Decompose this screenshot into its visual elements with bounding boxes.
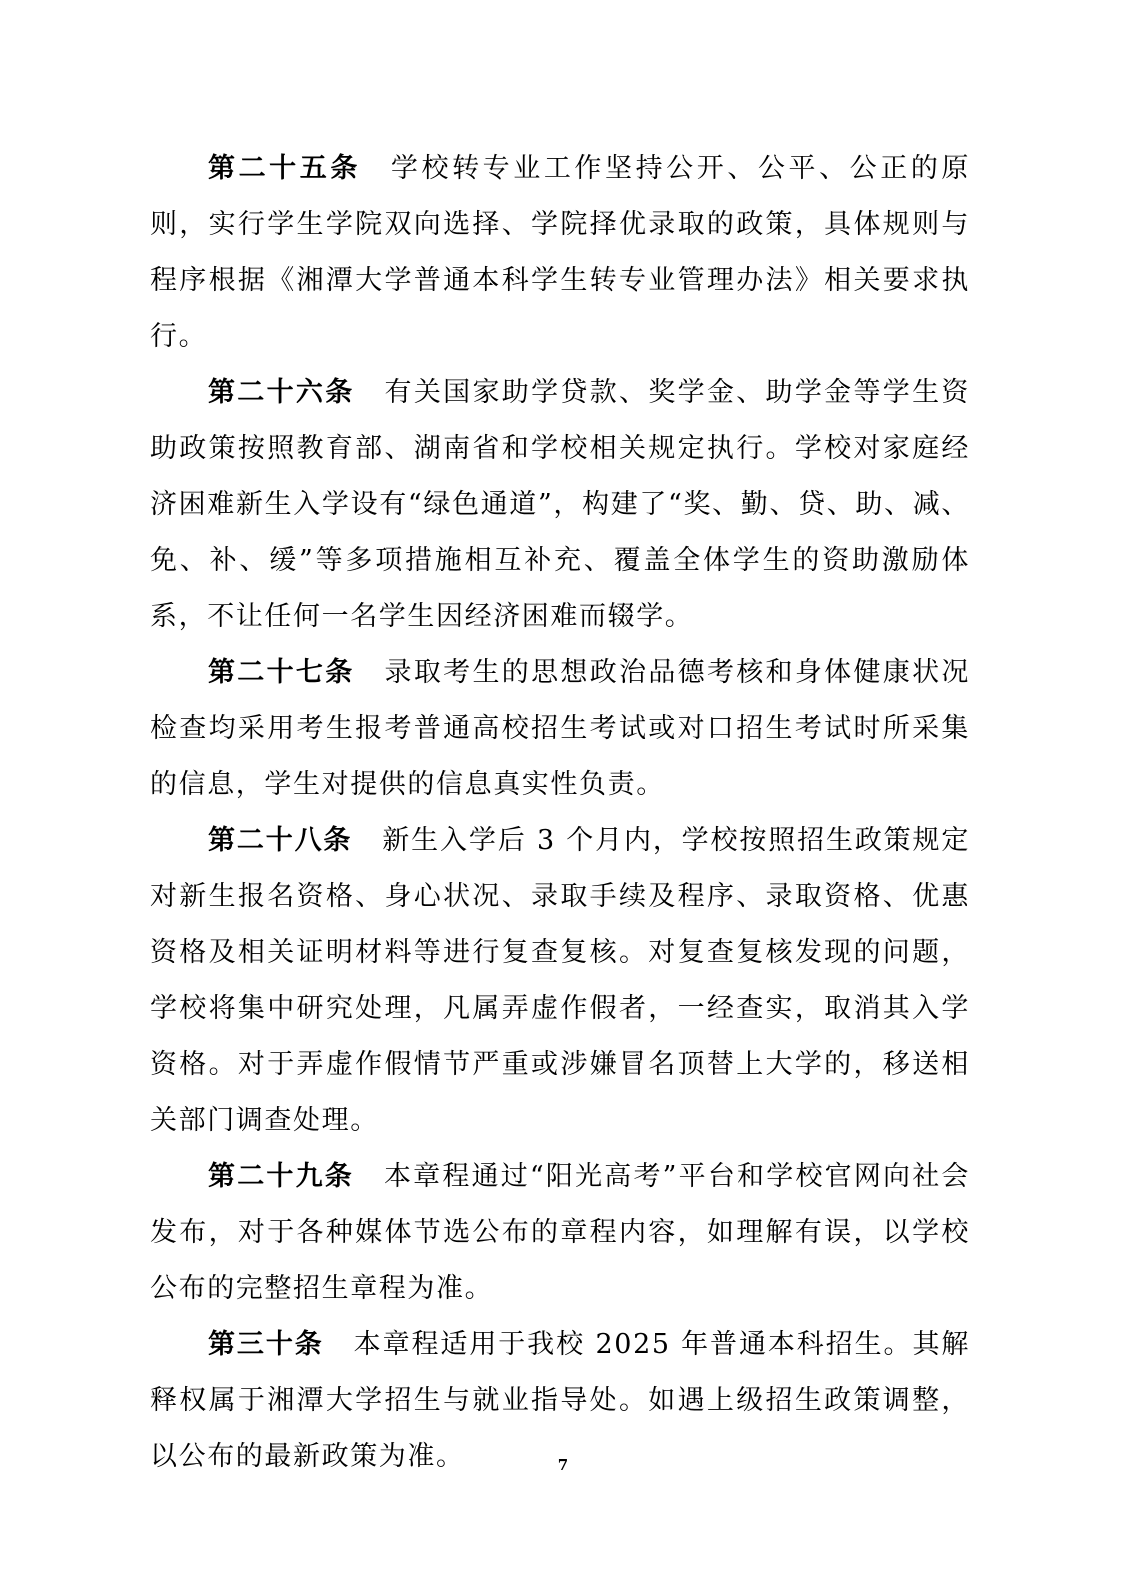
article-text: 本章程通过“阳光高考”平台和学校官网向社会发布，对于各种媒体节选公布的章程内容，如理解有误，以学校公布的完整招生章程为准。 [150,1161,970,1304]
article-28 [150,813,970,1149]
article-25 [150,141,970,365]
article-text: 本章程适用于我校 2025 年普通本科招生。其解释权属于湘潭大学招生与就业指导处。如遇上级招生政策调整，以公布的最新政策为准。 [150,1329,970,1472]
article-heading: 第二十八条 [208,825,353,856]
article-text: 有关国家助学贷款、奖学金、助学金等学生资助政策按照教育部、湖南省和学校相关规定执行。学校对家庭经济困难新生入学设有“绿色通道”，构建了“奖、勤、贷、助、减、免、补、缓”等多项措施相互补充、覆盖全体学生的资助激励体系，不让任何一名学生因经济困难而辍学。 [150,377,971,632]
article-heading: 第三十条 [208,1329,324,1360]
document-body [150,141,970,1485]
article-heading: 第二十五条 [208,153,361,184]
article-text: 录取考生的思想政治品德考核和身体健康状况检查均采用考生报考普通高校招生考试或对口招生考试时所采集的信息，学生对提供的信息真实性负责。 [150,657,971,800]
article-27 [150,645,970,813]
article-text: 新生入学后 3 个月内，学校按照招生政策规定对新生报名资格、身心状况、录取手续及程序、录取资格、优惠资格及相关证明材料等进行复查复核。对复查复核发现的问题，学校将集中研究处理，凡属弄虚作假者，一经查实，取消其入学资格。对于弄虚作假情节严重或涉嫌冒名顶替上大学的，移送相关部门调查处理。 [150,825,971,1136]
article-heading: 第二十九条 [208,1161,354,1192]
article-26 [150,365,970,645]
article-heading: 第二十六条 [208,377,355,408]
page-number: 7 [557,1456,569,1474]
article-heading: 第二十七条 [208,657,355,688]
article-29 [150,1149,970,1317]
article-text: 学校转专业工作坚持公开、公平、公正的原则，实行学生学院双向选择、学院择优录取的政策，具体规则与程序根据《湘潭大学普通本科学生转专业管理办法》相关要求执行。 [150,153,971,352]
